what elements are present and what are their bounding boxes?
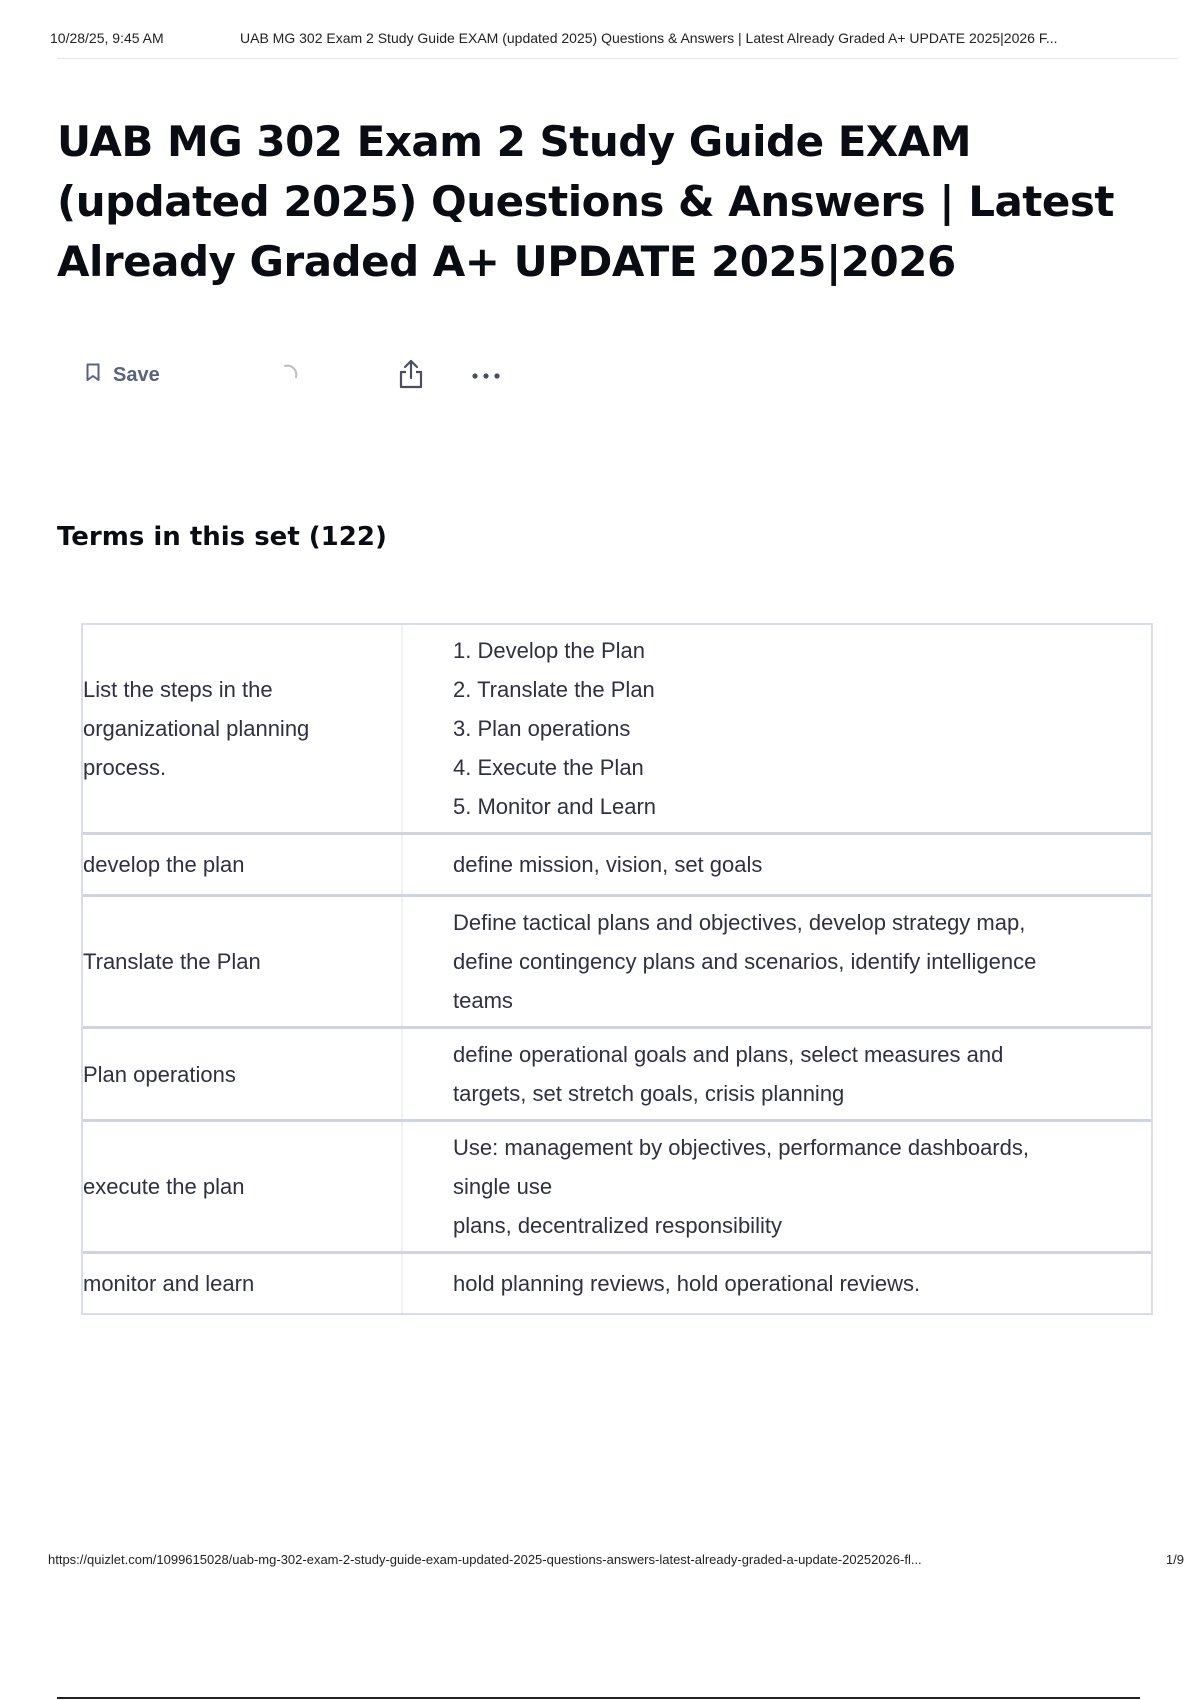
definition-line: 4. Execute the Plan bbox=[453, 755, 644, 780]
more-options-icon[interactable] bbox=[470, 368, 502, 386]
term-row bbox=[83, 625, 1151, 835]
definition-line: plans, decentralized responsibility bbox=[453, 1213, 782, 1238]
header-divider bbox=[57, 58, 1178, 59]
definition-line: Define tactical plans and objectives, develop strategy map, define contingency plans and scenarios, identify intelligence teams bbox=[453, 910, 1037, 1013]
term-text: List the steps in the organizational planning process. bbox=[83, 625, 403, 832]
definition-line: 2. Translate the Plan bbox=[453, 677, 655, 702]
print-document-title: UAB MG 302 Exam 2 Study Guide EXAM (updated 2025) Questions & Answers | Latest Already Graded A+ UPDATE 2025|2026 F... bbox=[240, 30, 1058, 46]
definition-text bbox=[403, 625, 1151, 832]
definition-text bbox=[403, 1254, 1151, 1313]
terms-table bbox=[81, 623, 1153, 1315]
spinner-icon bbox=[277, 362, 301, 391]
definition-text bbox=[403, 1029, 1151, 1119]
definition-line: 1. Develop the Plan bbox=[453, 638, 646, 663]
term-row bbox=[83, 835, 1151, 897]
term-row bbox=[83, 1029, 1151, 1122]
term-row bbox=[83, 1254, 1151, 1313]
term-text: develop the plan bbox=[83, 835, 403, 894]
print-datetime: 10/28/25, 9:45 AM bbox=[50, 30, 164, 46]
definition-line: 3. Plan operations bbox=[453, 716, 631, 741]
page-title: UAB MG 302 Exam 2 Study Guide EXAM (updated 2025) Questions & Answers | Latest Already Graded A+ UPDATE 2025|2026 bbox=[57, 117, 1114, 286]
share-icon[interactable] bbox=[397, 358, 425, 395]
term-row bbox=[83, 1122, 1151, 1254]
bookmark-icon bbox=[85, 362, 101, 388]
definition-line: hold planning reviews, hold operational reviews. bbox=[453, 1271, 921, 1296]
definition-line: 5. Monitor and Learn bbox=[453, 794, 657, 819]
save-label: Save bbox=[113, 363, 160, 386]
definition-line: define operational goals and plans, select measures and targets, set stretch goals, crisis planning bbox=[453, 1042, 1004, 1106]
print-url: https://quizlet.com/1099615028/uab-mg-302-exam-2-study-guide-exam-updated-2025-questions-answers-latest-already-graded-a-update-20252026-fl... bbox=[48, 1552, 922, 1567]
term-row bbox=[83, 897, 1151, 1029]
print-footer bbox=[48, 1552, 1184, 1567]
term-text: execute the plan bbox=[83, 1122, 403, 1251]
footer-divider bbox=[57, 1697, 1140, 1699]
print-header bbox=[50, 30, 1176, 46]
page-number: 1/9 bbox=[1165, 1552, 1184, 1567]
term-text: monitor and learn bbox=[83, 1254, 403, 1313]
term-text: Translate the Plan bbox=[83, 897, 403, 1026]
definition-line: Use: management by objectives, performance dashboards, single use bbox=[453, 1135, 1029, 1199]
definition-text bbox=[403, 835, 1151, 894]
term-text: Plan operations bbox=[83, 1029, 403, 1119]
save-button[interactable] bbox=[85, 362, 160, 388]
definition-line: define mission, vision, set goals bbox=[453, 852, 763, 877]
definition-text bbox=[403, 897, 1151, 1026]
set-toolbar bbox=[85, 358, 525, 394]
definition-text bbox=[403, 1122, 1151, 1251]
terms-heading: Terms in this set (122) bbox=[57, 522, 387, 552]
